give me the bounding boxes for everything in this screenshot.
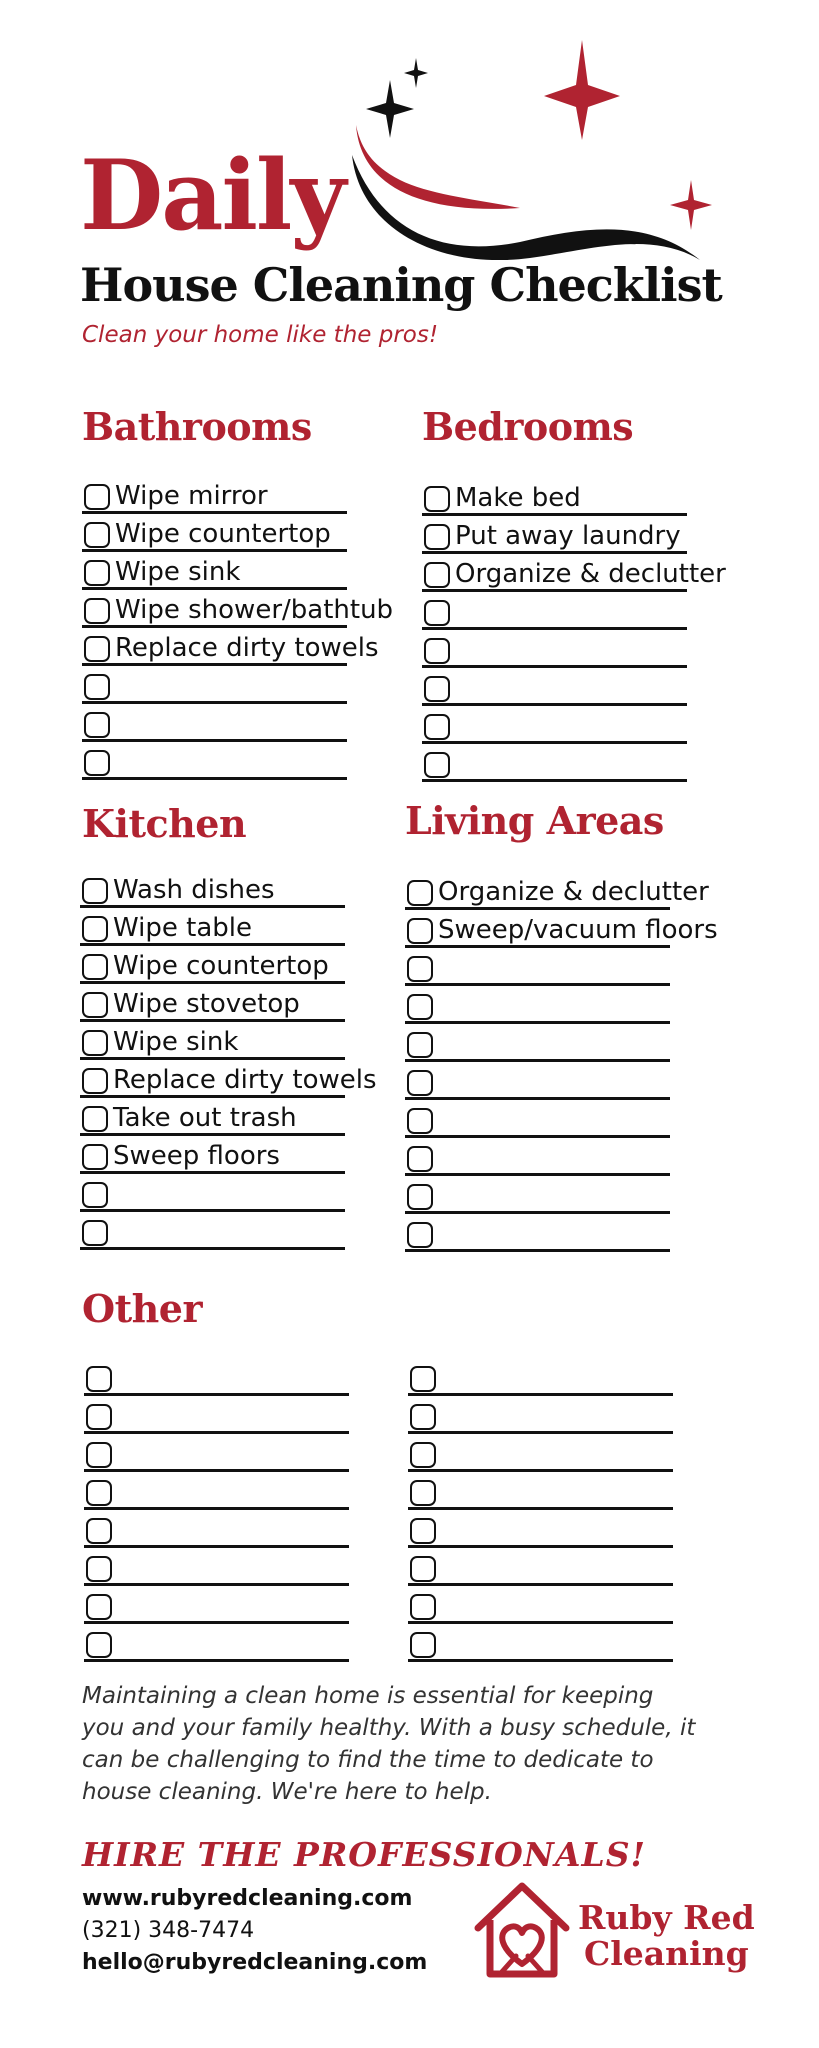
checkbox-icon[interactable] bbox=[86, 1366, 112, 1392]
checkbox-icon[interactable] bbox=[86, 1404, 112, 1430]
write-in-line bbox=[82, 777, 347, 780]
checklist-item bbox=[405, 1026, 670, 1064]
write-in-line bbox=[405, 1173, 670, 1176]
brand-logo-text bbox=[578, 1900, 755, 1972]
checkbox-icon[interactable] bbox=[407, 994, 433, 1020]
checkbox-icon[interactable] bbox=[86, 1556, 112, 1582]
checklist-item bbox=[80, 1062, 377, 1100]
section-title-bathrooms: Bathrooms bbox=[82, 404, 312, 449]
checklist-item bbox=[82, 744, 347, 782]
checkbox-icon[interactable] bbox=[82, 1030, 108, 1056]
checkbox-icon[interactable] bbox=[84, 750, 110, 776]
write-in-line bbox=[84, 1659, 349, 1662]
checklist-item-label: Sweep floors bbox=[113, 1141, 280, 1171]
checklist-kitchen bbox=[80, 872, 377, 1252]
checklist-item bbox=[82, 554, 347, 592]
write-in-line bbox=[405, 1249, 670, 1252]
checklist-item bbox=[80, 1024, 345, 1062]
write-in-line bbox=[405, 945, 670, 948]
checkbox-icon[interactable] bbox=[407, 956, 433, 982]
checklist-item bbox=[422, 708, 687, 746]
checklist-item bbox=[422, 518, 687, 556]
title-accent: Daily bbox=[80, 139, 345, 252]
page-title: House Cleaning Checklist bbox=[80, 258, 722, 312]
write-in-line bbox=[82, 739, 347, 742]
write-in-line bbox=[84, 1621, 349, 1624]
email-link[interactable]: hello@rubyredcleaning.com bbox=[82, 1950, 428, 1975]
checklist-item bbox=[422, 746, 687, 784]
write-in-line bbox=[408, 1393, 673, 1396]
write-in-line bbox=[408, 1621, 673, 1624]
checkbox-icon[interactable] bbox=[84, 560, 110, 586]
checklist-item bbox=[80, 872, 345, 910]
write-in-line bbox=[80, 905, 345, 908]
checkbox-icon[interactable] bbox=[410, 1366, 436, 1392]
footer-paragraph: Maintaining a clean home is essential for keeping you and your family healthy. With a busy schedule, it can be challenging to find the time to dedicate to house cleaning. We're here to help. bbox=[82, 1683, 696, 1805]
write-in-line bbox=[422, 779, 687, 782]
checklist-item-label: Replace dirty towels bbox=[113, 1065, 377, 1095]
write-in-line bbox=[422, 513, 687, 516]
write-in-line bbox=[82, 511, 347, 514]
checklist-item bbox=[82, 592, 394, 630]
section-title-kitchen: Kitchen bbox=[82, 801, 247, 846]
checklist-item bbox=[408, 1360, 673, 1398]
checkbox-icon[interactable] bbox=[407, 1146, 433, 1172]
checklist-item bbox=[422, 556, 726, 594]
checkbox-icon[interactable] bbox=[424, 600, 450, 626]
write-in-line bbox=[405, 1059, 670, 1062]
checklist-item bbox=[422, 594, 687, 632]
checkbox-icon[interactable] bbox=[407, 1108, 433, 1134]
checkbox-icon[interactable] bbox=[82, 1220, 108, 1246]
sparkle-icon bbox=[366, 80, 414, 138]
checkbox-icon[interactable] bbox=[82, 878, 108, 904]
checkbox-icon[interactable] bbox=[424, 638, 450, 664]
checklist-item bbox=[82, 516, 347, 554]
section-title-bedrooms: Bedrooms bbox=[422, 404, 634, 449]
write-in-line bbox=[408, 1659, 673, 1662]
checkbox-icon[interactable] bbox=[84, 636, 110, 662]
write-in-line bbox=[84, 1545, 349, 1548]
checklist-item bbox=[405, 874, 709, 912]
write-in-line bbox=[422, 665, 687, 668]
write-in-line bbox=[80, 1171, 345, 1174]
checklist-item-label: Make bed bbox=[455, 483, 581, 513]
checkbox-icon[interactable] bbox=[407, 1222, 433, 1248]
checkbox-icon[interactable] bbox=[407, 1184, 433, 1210]
checklist-item bbox=[84, 1436, 349, 1474]
write-in-line bbox=[422, 703, 687, 706]
checklist-item-label: Take out trash bbox=[113, 1103, 297, 1133]
checkbox-icon[interactable] bbox=[82, 1106, 108, 1132]
write-in-line bbox=[82, 701, 347, 704]
checklist-item bbox=[405, 912, 718, 950]
checklist-other-right bbox=[408, 1360, 673, 1664]
checklist-item-label: Wipe shower/bathtub bbox=[115, 595, 394, 625]
checklist-item-label: Wipe sink bbox=[113, 1027, 239, 1057]
write-in-line bbox=[408, 1545, 673, 1548]
checkbox-icon[interactable] bbox=[424, 676, 450, 702]
write-in-line bbox=[408, 1507, 673, 1510]
checklist-item bbox=[405, 950, 670, 988]
checklist-other-left bbox=[84, 1360, 349, 1664]
checkbox-icon[interactable] bbox=[86, 1632, 112, 1658]
checkbox-icon[interactable] bbox=[84, 484, 110, 510]
checkbox-icon[interactable] bbox=[424, 752, 450, 778]
write-in-line bbox=[422, 741, 687, 744]
checklist-item bbox=[80, 1214, 345, 1252]
checkbox-icon[interactable] bbox=[410, 1556, 436, 1582]
checklist-item bbox=[408, 1550, 673, 1588]
write-in-line bbox=[84, 1583, 349, 1586]
write-in-line bbox=[422, 627, 687, 630]
checklist-item bbox=[422, 670, 687, 708]
checkbox-icon[interactable] bbox=[86, 1442, 112, 1468]
checklist-item bbox=[82, 478, 347, 516]
write-in-line bbox=[84, 1507, 349, 1510]
write-in-line bbox=[408, 1583, 673, 1586]
write-in-line bbox=[405, 1021, 670, 1024]
write-in-line bbox=[422, 589, 687, 592]
checkbox-icon[interactable] bbox=[407, 918, 433, 944]
checklist-item bbox=[82, 668, 347, 706]
brand-name-line1: Ruby Red bbox=[578, 1898, 755, 1937]
checklist-item-label: Wipe sink bbox=[115, 557, 241, 587]
sparkle-icon bbox=[670, 180, 712, 230]
checklist-item bbox=[80, 1100, 345, 1138]
checklist-bedrooms bbox=[422, 480, 726, 784]
checklist-item bbox=[408, 1512, 673, 1550]
checkbox-icon[interactable] bbox=[82, 954, 108, 980]
checklist-item bbox=[405, 988, 670, 1026]
write-in-line bbox=[405, 1135, 670, 1138]
brand-name-line2: Cleaning bbox=[583, 1934, 749, 1973]
checklist-item bbox=[405, 1102, 670, 1140]
write-in-line bbox=[80, 1247, 345, 1250]
checklist-item bbox=[408, 1474, 673, 1512]
checklist-item bbox=[84, 1474, 349, 1512]
write-in-line bbox=[80, 1209, 345, 1212]
checkbox-icon[interactable] bbox=[410, 1594, 436, 1620]
checkbox-icon[interactable] bbox=[82, 1182, 108, 1208]
checkbox-icon[interactable] bbox=[410, 1632, 436, 1658]
write-in-line bbox=[408, 1469, 673, 1472]
tagline: Clean your home like the pros! bbox=[82, 322, 439, 348]
sparkle-icon bbox=[404, 58, 428, 88]
checklist-item-label: Put away laundry bbox=[455, 521, 681, 551]
checklist-item bbox=[82, 706, 347, 744]
checkbox-icon[interactable] bbox=[407, 1070, 433, 1096]
checkbox-icon[interactable] bbox=[424, 486, 450, 512]
write-in-line bbox=[80, 1019, 345, 1022]
checklist-item-label: Wash dishes bbox=[113, 875, 275, 905]
write-in-line bbox=[405, 983, 670, 986]
checklist-item bbox=[84, 1512, 349, 1550]
checklist-item-label: Organize & declutter bbox=[438, 877, 709, 907]
checklist-item bbox=[82, 630, 379, 668]
phone-number[interactable]: (321) 348-7474 bbox=[82, 1918, 255, 1943]
house-heart-icon bbox=[470, 1880, 574, 1980]
checklist-living-areas bbox=[405, 874, 718, 1254]
checklist-bathrooms bbox=[82, 478, 394, 782]
checklist-item bbox=[408, 1626, 673, 1664]
write-in-line bbox=[80, 943, 345, 946]
checklist-item bbox=[80, 948, 345, 986]
checkbox-icon[interactable] bbox=[410, 1518, 436, 1544]
section-title-other: Other bbox=[82, 1286, 202, 1331]
checkbox-icon[interactable] bbox=[407, 1032, 433, 1058]
website-link[interactable]: www.rubyredcleaning.com bbox=[82, 1886, 413, 1911]
checklist-item bbox=[84, 1550, 349, 1588]
checklist-item-label: Organize & declutter bbox=[455, 559, 726, 589]
checklist-item bbox=[405, 1140, 670, 1178]
checkbox-icon[interactable] bbox=[410, 1480, 436, 1506]
checkbox-icon[interactable] bbox=[84, 522, 110, 548]
checkbox-icon[interactable] bbox=[82, 1144, 108, 1170]
checklist-item bbox=[84, 1626, 349, 1664]
checklist-item bbox=[80, 1176, 345, 1214]
checklist-item bbox=[408, 1588, 673, 1626]
write-in-line bbox=[408, 1431, 673, 1434]
swoosh-icon bbox=[330, 30, 730, 260]
checklist-item bbox=[80, 1138, 345, 1176]
checkbox-icon[interactable] bbox=[86, 1518, 112, 1544]
write-in-line bbox=[82, 587, 347, 590]
section-title-living-areas: Living Areas bbox=[405, 798, 664, 843]
checklist-item-label: Wipe table bbox=[113, 913, 252, 943]
checklist-item bbox=[422, 632, 687, 670]
checklist-item-label: Wipe countertop bbox=[115, 519, 331, 549]
checklist-item-label: Sweep/vacuum floors bbox=[438, 915, 718, 945]
write-in-line bbox=[80, 1095, 345, 1098]
sparkle-icon bbox=[544, 40, 620, 140]
checklist-item bbox=[405, 1178, 670, 1216]
checkbox-icon[interactable] bbox=[410, 1404, 436, 1430]
checkbox-icon[interactable] bbox=[82, 992, 108, 1018]
checklist-item bbox=[408, 1436, 673, 1474]
checkbox-icon[interactable] bbox=[424, 714, 450, 740]
write-in-line bbox=[405, 1097, 670, 1100]
checklist-item bbox=[84, 1588, 349, 1626]
checklist-item bbox=[405, 1064, 670, 1102]
checklist-item-label: Wipe mirror bbox=[115, 481, 268, 511]
write-in-line bbox=[84, 1393, 349, 1396]
write-in-line bbox=[80, 1057, 345, 1060]
checkbox-icon[interactable] bbox=[424, 562, 450, 588]
checkbox-icon[interactable] bbox=[86, 1594, 112, 1620]
checklist-item-label: Wipe stovetop bbox=[113, 989, 300, 1019]
checkbox-icon[interactable] bbox=[424, 524, 450, 550]
checkbox-icon[interactable] bbox=[82, 1068, 108, 1094]
write-in-line bbox=[84, 1469, 349, 1472]
write-in-line bbox=[405, 907, 670, 910]
write-in-line bbox=[82, 663, 347, 666]
write-in-line bbox=[84, 1431, 349, 1434]
write-in-line bbox=[82, 549, 347, 552]
write-in-line bbox=[82, 625, 347, 628]
checkbox-icon[interactable] bbox=[82, 916, 108, 942]
checklist-item bbox=[80, 986, 345, 1024]
checklist-item-label: Replace dirty towels bbox=[115, 633, 379, 663]
call-to-action: HIRE THE PROFESSIONALS! bbox=[82, 1835, 647, 1874]
checklist-item bbox=[84, 1398, 349, 1436]
checklist-item bbox=[80, 910, 345, 948]
checkbox-icon[interactable] bbox=[410, 1442, 436, 1468]
checklist-item bbox=[408, 1398, 673, 1436]
checkbox-icon[interactable] bbox=[84, 712, 110, 738]
checklist-item bbox=[405, 1216, 670, 1254]
checklist-item-label: Wipe countertop bbox=[113, 951, 329, 981]
write-in-line bbox=[80, 1133, 345, 1136]
write-in-line bbox=[80, 981, 345, 984]
checklist-item bbox=[422, 480, 687, 518]
write-in-line bbox=[422, 551, 687, 554]
write-in-line bbox=[405, 1211, 670, 1214]
checkbox-icon[interactable] bbox=[407, 880, 433, 906]
checklist-item bbox=[84, 1360, 349, 1398]
checkbox-icon[interactable] bbox=[84, 598, 110, 624]
checkbox-icon[interactable] bbox=[84, 674, 110, 700]
checkbox-icon[interactable] bbox=[86, 1480, 112, 1506]
